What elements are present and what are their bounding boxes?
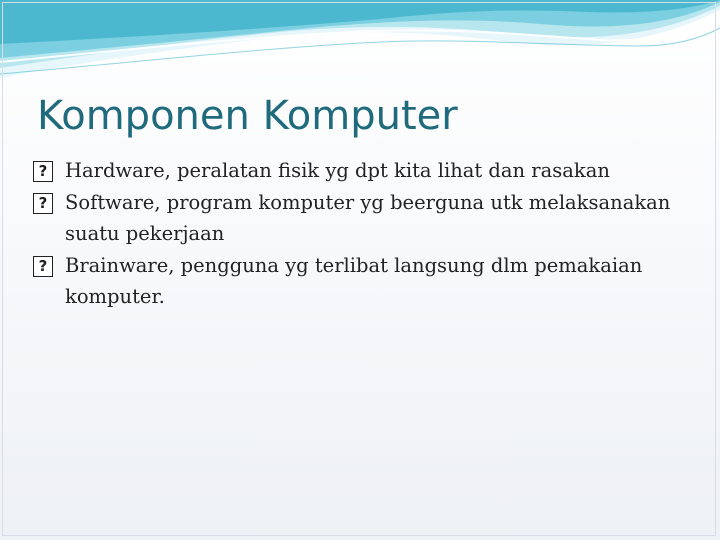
bullet-text: Brainware, pengguna yg terlibat langsung dlm pemakaian komputer. [65,254,643,308]
bullet-text: Hardware, peralatan fisik yg dpt kita lihat dan rasakan [65,159,610,182]
missing-glyph-icon: ? [33,256,53,277]
missing-glyph-icon: ? [33,161,53,182]
slide-title: Komponen Komputer [37,93,458,139]
bullet-text: Software, program komputer yg beerguna utk melaksanakan suatu pekerjaan [65,191,671,245]
bullet-item-software [33,187,693,249]
bullet-item-hardware [33,155,693,186]
bullet-item-brainware [33,250,693,312]
missing-glyph-icon: ? [33,193,53,214]
bullet-list [33,155,693,313]
